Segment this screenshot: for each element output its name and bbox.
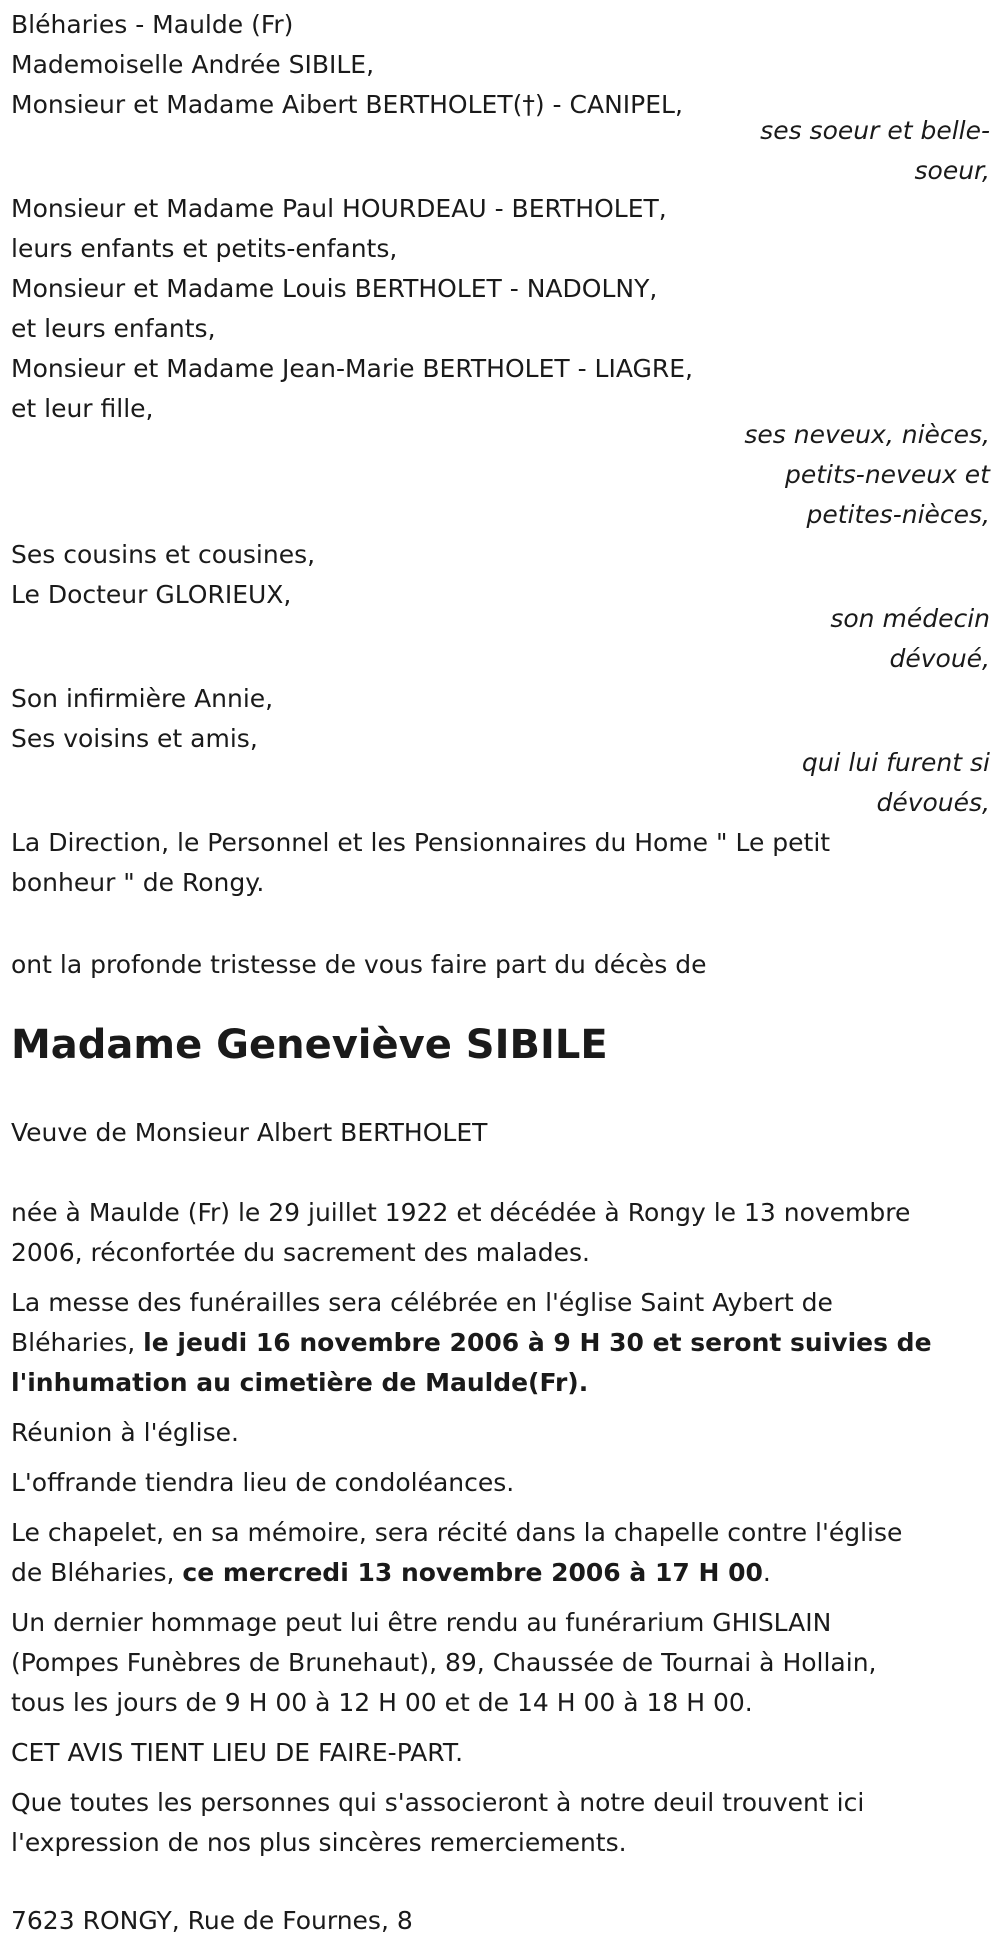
relation-label: petites-nièces, xyxy=(806,500,990,529)
family-line: Son infirmière Annie, xyxy=(11,684,274,713)
tribute-line: (Pompes Funèbres de Brunehaut), 89, Chaussée de Tournai à Hollain, xyxy=(11,1648,877,1677)
tribute-line: Un dernier hommage peut lui être rendu au funérarium GHISLAIN xyxy=(11,1608,832,1637)
rosary-place: de Bléharies, xyxy=(11,1558,183,1587)
family-line: Ses voisins et amis, xyxy=(11,724,258,753)
family-line: Le Docteur GLORIEUX, xyxy=(11,580,292,609)
birth-death-line: 2006, réconfortée du sacrement des malades. xyxy=(11,1238,590,1267)
relation-label: qui lui furent si xyxy=(801,748,990,777)
thanks-line: l'expression de nos plus sincères remerciements. xyxy=(11,1828,627,1857)
location-line: Bléharies - Maulde (Fr) xyxy=(11,10,294,39)
family-line: Monsieur et Madame Paul HOURDEAU - BERTHOLET, xyxy=(11,194,667,223)
mass-line xyxy=(11,1323,990,1363)
family-line: Monsieur et Madame Aibert BERTHOLET(†) - CANIPEL, xyxy=(11,90,683,119)
burial-line: l'inhumation au cimetière de Maulde(Fr). xyxy=(11,1368,589,1397)
announcement-text: ont la profonde tristesse de vous faire part du décès de xyxy=(11,950,707,979)
rosary-line: Le chapelet, en sa mémoire, sera récité dans la chapelle contre l'église xyxy=(11,1518,903,1547)
family-line: Mademoiselle Andrée SIBILE, xyxy=(11,50,375,79)
reunion-line: Réunion à l'église. xyxy=(11,1418,239,1447)
relation-label: petits-neveux et xyxy=(784,460,990,489)
deceased-name: Madame Geneviève SIBILE xyxy=(11,1022,608,1068)
relation-label: dévoués, xyxy=(876,788,990,817)
family-line: Monsieur et Madame Jean-Marie BERTHOLET - LIAGRE, xyxy=(11,354,694,383)
family-line: La Direction, le Personnel et les Pensionnaires du Home " Le petit xyxy=(11,828,831,857)
notice-line: CET AVIS TIENT LIEU DE FAIRE-PART. xyxy=(11,1738,464,1767)
mass-place: Bléharies, xyxy=(11,1328,144,1357)
rosary-period: . xyxy=(762,1558,771,1587)
rosary-line xyxy=(11,1553,990,1593)
relation-label: ses neveux, nièces, xyxy=(744,420,990,449)
address-line: 7623 RONGY, Rue de Fournes, 8 xyxy=(11,1906,413,1935)
widow-of-line: Veuve de Monsieur Albert BERTHOLET xyxy=(11,1118,488,1147)
family-line: et leur fille, xyxy=(11,394,154,423)
relation-label: son médecin xyxy=(830,604,990,633)
offering-line: L'offrande tiendra lieu de condoléances. xyxy=(11,1468,515,1497)
tribute-line: tous les jours de 9 H 00 à 12 H 00 et de 14 H 00 à 18 H 00. xyxy=(11,1688,753,1717)
relation-label: ses soeur et belle- xyxy=(760,116,990,145)
mass-line: La messe des funérailles sera célébrée en l'église Saint Aybert de xyxy=(11,1288,833,1317)
relation-label: soeur, xyxy=(914,156,990,185)
family-line: leurs enfants et petits-enfants, xyxy=(11,234,398,263)
birth-death-line: née à Maulde (Fr) le 29 juillet 1922 et décédée à Rongy le 13 novembre xyxy=(11,1198,911,1227)
relation-label: dévoué, xyxy=(889,644,990,673)
family-line: Ses cousins et cousines, xyxy=(11,540,316,569)
thanks-line: Que toutes les personnes qui s'associeront à notre deuil trouvent ici xyxy=(11,1788,865,1817)
family-line: bonheur " de Rongy. xyxy=(11,868,265,897)
rosary-date: ce mercredi 13 novembre 2006 à 17 H 00 xyxy=(182,1558,763,1587)
mass-date: le jeudi 16 novembre 2006 à 9 H 30 et seront suivies de xyxy=(143,1328,932,1357)
family-line: Monsieur et Madame Louis BERTHOLET - NADOLNY, xyxy=(11,274,658,303)
family-line: et leurs enfants, xyxy=(11,314,216,343)
